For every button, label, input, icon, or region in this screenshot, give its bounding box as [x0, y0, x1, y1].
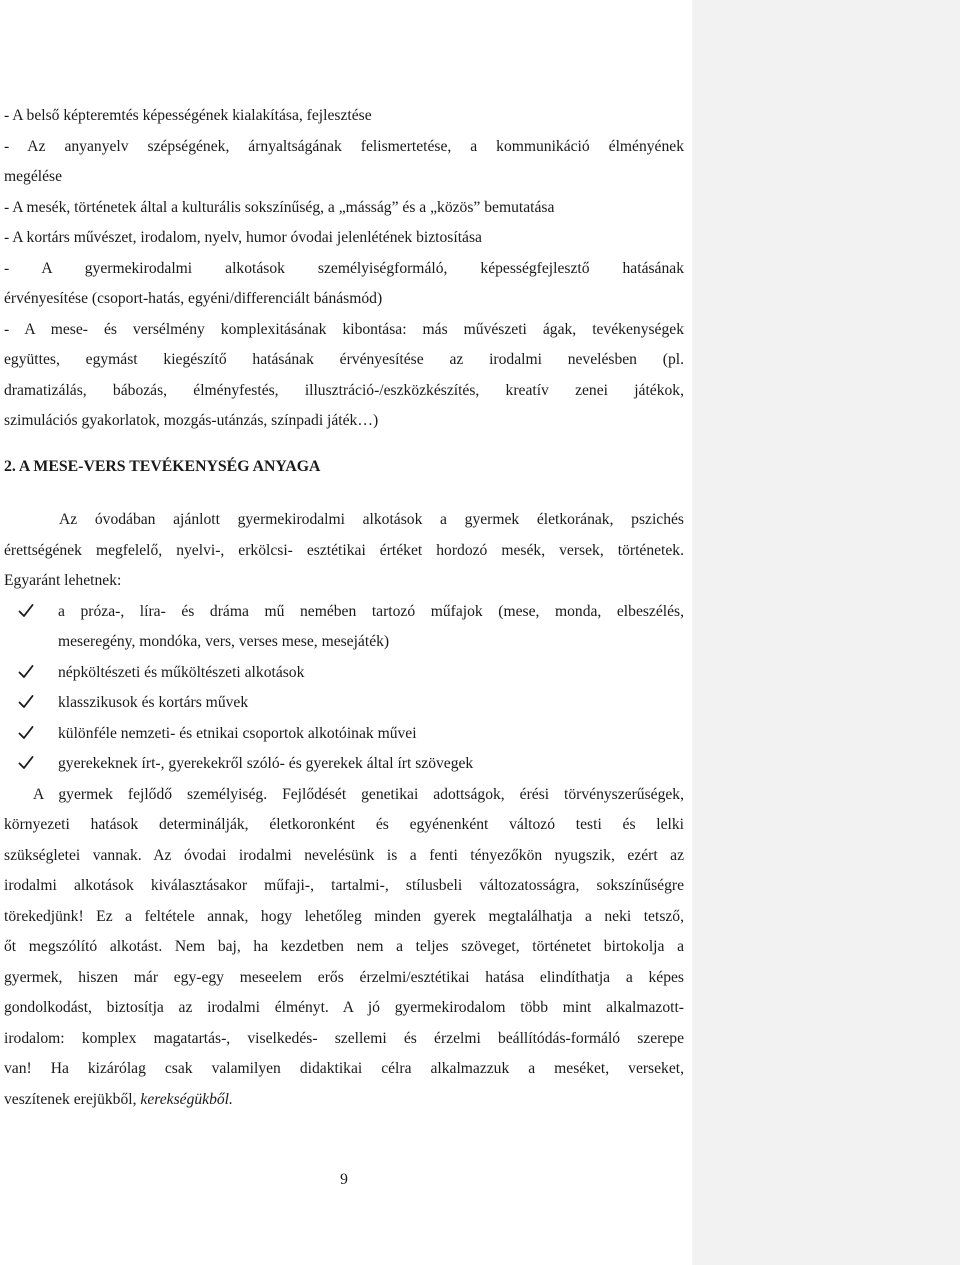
- paragraph-line: Egyaránt lehetnek:: [4, 572, 122, 589]
- intro-line: - A belső képteremtés képességének kialakítása, fejlesztése: [4, 107, 372, 124]
- checklist-item: [4, 658, 684, 689]
- paragraph-line: környezeti hatások determinálják, életkoronként és egyénenként változó testi és lelki: [4, 816, 684, 833]
- checklist-item-text: klasszikusok és kortárs művek: [58, 694, 249, 711]
- checklist-item: [4, 597, 684, 658]
- intro-line: dramatizálás, bábozás, élményfestés, illusztráció-/eszközkészítés, kreatív zenei játékok,: [4, 381, 684, 399]
- checklist-item: [4, 719, 684, 750]
- paragraph-line: gyermek, hiszen már egy-egy meseelem erős érzelmi/esztétikai hatása elindíthatja a képes: [4, 968, 684, 986]
- check-icon: [18, 749, 40, 779]
- intro-line: együttes, egymást kiegészítő hatásának érvényesítése az irodalmi nevelésben (pl.: [4, 351, 684, 368]
- section-heading: 2. A MESE-VERS TEVÉKENYSÉG ANYAGA: [4, 457, 321, 475]
- intro-line: érvényesítése (csoport-hatás, egyéni/differenciált bánásmód): [4, 290, 383, 307]
- paragraph-line: őt megszólító alkotást. Nem baj, ha kezdetben nem a teljes szöveget, történetet birtokolja a: [4, 938, 684, 955]
- paragraph-line: Az óvodában ajánlott gyermekirodalmi alkotások a gyermek életkorának, pszichés: [59, 511, 684, 528]
- page-number: 9: [340, 1171, 348, 1188]
- checklist-item: [4, 749, 684, 780]
- check-icon: [18, 719, 40, 749]
- checklist-item-text: népköltészeti és műköltészeti alkotások: [58, 663, 305, 681]
- paragraph-final-line: [4, 1085, 684, 1116]
- checklist-item-text: gyerekeknek írt-, gyerekekről szóló- és gyerekek által írt szövegek: [58, 755, 474, 772]
- checklist-item-text: meseregény, mondóka, vers, verses mese, mesejáték): [58, 633, 390, 650]
- check-icon: [18, 597, 40, 627]
- intro-line: megélése: [4, 168, 63, 185]
- intro-line: - A kortárs művészet, irodalom, nyelv, humor óvodai jelenlétének biztosítása: [4, 229, 482, 246]
- intro-line: - A gyermekirodalmi alkotások személyiségformáló, képességfejlesztő hatásának: [4, 259, 684, 277]
- final-line-italic: kerekségükből.: [140, 1090, 233, 1108]
- check-icon: [18, 688, 40, 718]
- checklist-item: [4, 688, 684, 719]
- paragraph-line: törekedjünk! Ez a feltétele annak, hogy lehetőleg minden gyerek megtalálhatja a neki tetsző,: [4, 907, 684, 925]
- paragraph-line: irodalmi alkotások kiválasztásakor műfaji-, tartalmi-, stílusbeli változatosságra, sokszínűségre: [4, 877, 684, 894]
- intro-line: - A mese- és versélmény komplexitásának kibontása: más művészeti ágak, tevékenységek: [4, 320, 684, 338]
- page-body: [4, 101, 684, 1115]
- paragraph-line: A gyermek fejlődő személyiség. Fejlődését genetikai adottságok, érési törvényszerűségek,: [33, 785, 684, 803]
- paragraph-line: irodalom: komplex magatartás-, viselkedés- szellemi és érzelmi beállítódás-formáló szerepe: [4, 1029, 684, 1047]
- paragraph-line: van! Ha kizárólag csak valamilyen didaktikai célra alkalmazzuk a meséket, verseket,: [4, 1060, 684, 1077]
- intro-line: - A mesék, történetek által a kulturális sokszínűség, a „másság” és a „közös” bemutatása: [4, 198, 555, 216]
- intro-line: szimulációs gyakorlatok, mozgás-utánzás, színpadi játék…): [4, 412, 379, 429]
- final-line-text: veszítenek erejükből,: [4, 1090, 141, 1108]
- checklist: [4, 597, 684, 780]
- paragraph-line: szükségletei vannak. Az óvodai irodalmi nevelésünk is a fenti tényezőkön nyugszik, ezért az: [4, 846, 684, 864]
- paragraph-line: gondolkodást, biztosítja az irodalmi élményt. A jó gyermekirodalom több mint alkalmazott-: [4, 999, 684, 1016]
- checklist-item-text: a próza-, líra- és dráma mű nemében tartozó műfajok (mese, monda, elbeszélés,: [58, 602, 684, 620]
- check-icon: [18, 658, 40, 688]
- intro-line: - Az anyanyelv szépségének, árnyaltságának felismertetése, a kommunikáció élményének: [4, 137, 684, 155]
- comment-margin: [692, 0, 960, 1265]
- paragraph-line: érettségének megfelelő, nyelvi-, erkölcsi- esztétikai értéket hordozó mesék, versek, történetek.: [4, 541, 684, 559]
- checklist-item-text: különféle nemzeti- és etnikai csoportok alkotóinak művei: [58, 724, 417, 742]
